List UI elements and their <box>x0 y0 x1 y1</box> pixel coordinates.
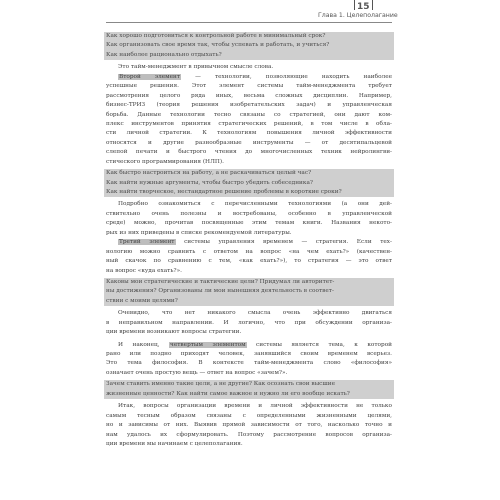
paragraph-line: рых из них приведены в списке рекомендуемой литературы. <box>106 229 292 236</box>
header-rule <box>106 22 392 23</box>
question-line: Как наиболее рационально отдыхать? <box>104 51 394 60</box>
question-line: Как хорошо подготовиться к контрольной работе в минимальный срок? <box>104 32 394 41</box>
paragraph-line: сти личной стратегии. К технологиям повышения личной эффективности <box>106 130 392 137</box>
paragraph-line: ный скачок по сравнению с тем, «как ехать?»), то стратегия — это ответ <box>106 258 392 265</box>
paragraph-line: самым тесным образом связаны с определенными жизненными целями, <box>106 412 392 419</box>
paragraph-line: Очевидно, что нет никакого смысла очень эффективно двигаться <box>118 310 392 317</box>
paragraph-line: ствительно очень полезны и востребованы, особенно в управленческой <box>106 210 392 217</box>
question-line: Зачем ставить именно такие цели, а не другие? Как осознать свои высшие <box>104 380 394 389</box>
paragraph-line: среде) можно, прочитав посвященные этим темам книги. Названия некото- <box>106 220 392 227</box>
paragraph-line: означает очень простую вещь — ответ на вопрос «зачем?». <box>106 369 288 376</box>
question-line: Как быстро настроиться на работу, а не раскачиваться целый час? <box>104 169 394 178</box>
paragraph-line: стического программирования (НЛП). <box>106 158 224 165</box>
question-line: Как найти нужные аргументы, чтобы быстро убедить собеседника? <box>104 179 394 188</box>
chapter-title: Глава 1. Целеполагание <box>318 12 398 19</box>
question-line: жизненные ценности? Как найти самое важное и нужно ли его вообще искать? <box>104 390 394 399</box>
paragraph-line: борьба. Данные технологии тесно связаны со стратегией, они дают ком- <box>106 111 392 118</box>
paragraph-line: бизнес-ТРИЗ (теория решения изобретательских задач) и управленческая <box>106 102 392 109</box>
paragraph-line: рассмотрения целого ряда иных, весьма сложных дисциплин. Например, <box>106 92 392 99</box>
page-number: 15 <box>352 0 375 13</box>
question-line: ствии с моими целями? <box>104 297 394 306</box>
paragraph-line: рано или поздно приходят человек, занявшийся своим временем всерьез. <box>106 351 392 357</box>
paragraph-line: Третий элемент системы управления временем — стратегия. Если тех- <box>119 239 392 246</box>
paragraph-line: слепой печати и быстрого чтения до многочисленных техник нейролингви- <box>106 149 392 156</box>
paragraph-line: но и зависимы от них. Выявив прямой зависимости от того, насколько точно и <box>106 422 392 429</box>
highlighted-term: Второй элемент <box>119 73 181 80</box>
question-line: Как найти творческое, нестандартное решение проблемы в короткие сроки? <box>104 188 394 197</box>
question-line: Каковы мои стратегические и тактические цели? Придумал ли авторитет- <box>104 278 394 287</box>
paragraph-line: Это тайм-менеджмент в привычном смысле слова. <box>118 64 274 71</box>
body-text <box>106 30 392 449</box>
paragraph-line: на вопрос «куда ехать?». <box>106 267 182 274</box>
paragraph-line: нам удалось их сформулировать. Поэтому рассмотрение вопросов организа- <box>106 431 392 438</box>
highlighted-term: Третий элемент <box>119 239 175 246</box>
paragraph-line: плекс инструментов принятия стратегических решений, в том числе в обла- <box>106 120 392 127</box>
paragraph-line: Это тема философия. В контексте тайм-менеджмента слово «философия» <box>106 360 392 367</box>
paragraph-line: ции времени возникают вопросы стратегии. <box>106 329 242 336</box>
paragraph-line: относятся и другие разнообразные инструменты — от десятипальцевой <box>106 139 392 146</box>
paragraph-line: успешные решения. Этот элемент системы тайм-менеджмента требует <box>106 83 392 90</box>
paragraph-line: Подробно ознакомиться с перечисленными технологиями (а они дей- <box>118 201 392 208</box>
paragraph-line: в неправильном направлении. И логично, что при обсуждении организа- <box>106 319 392 326</box>
highlighted-term: четвертым элементом <box>170 341 246 348</box>
paragraph-line: Второй элемент — технологии, позволяющие находить наиболее <box>119 73 392 80</box>
paragraph-line: ции времени мы начинаем с целеполагания. <box>106 440 243 447</box>
paragraph-line: нологию можно сравнить с ответом на вопрос «на чем ехать?» (качествен- <box>106 248 392 255</box>
question-line: Как организовать свое время так, чтобы успевать и работать, и учиться? <box>104 41 394 50</box>
question-line: ны достижения? Организованы ли мои нынешняя деятельность в соответ- <box>104 287 394 296</box>
paragraph-line: И наконец, четвертым элементом системы является тема, к которой <box>118 341 392 348</box>
paragraph-line: Итак, вопросы организации времени и личной эффективности не только <box>118 403 392 410</box>
